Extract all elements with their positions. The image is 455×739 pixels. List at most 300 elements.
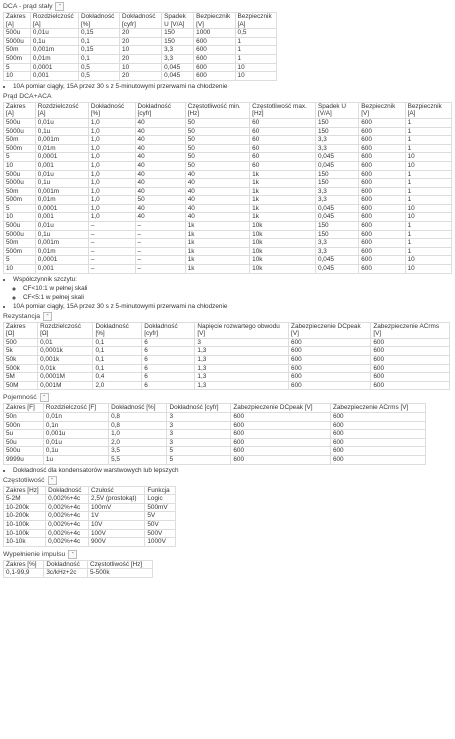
table-cell: 0,002%+4c: [46, 529, 89, 538]
table-cell: 1: [405, 179, 451, 188]
table-cell: 1,0: [88, 179, 135, 188]
table-cell: 50M: [4, 381, 38, 390]
table-cell: 600: [359, 265, 405, 274]
table-cell: 1: [235, 46, 276, 55]
table-cell: 600: [330, 421, 425, 430]
table-cell: 500u: [4, 170, 36, 179]
table-cell: 5000u: [4, 37, 31, 46]
column-header: Rozdzielczość [A]: [30, 13, 78, 29]
table-cell: 0,002%+4c: [46, 503, 89, 512]
table-cell: 1: [405, 222, 451, 231]
table-cell: 600: [194, 63, 235, 72]
table-cell: 1,0: [88, 136, 135, 145]
table-cell: 5V: [145, 512, 176, 521]
table-cell: 0,002%+4c: [46, 495, 89, 504]
table-cell: 600: [359, 230, 405, 239]
table-cell: 1k: [185, 222, 249, 231]
table-cell: 10V: [88, 520, 144, 529]
dc-section-header: [3, 2, 452, 11]
table-cell: 600: [231, 412, 331, 421]
table-cell: 0,045: [315, 161, 358, 170]
column-header: Bezpiecznik [V]: [194, 13, 235, 29]
table-cell: 600: [359, 239, 405, 248]
table-cell: 0,001: [35, 213, 88, 222]
table-cell: 0,0001M: [38, 373, 93, 382]
capacitance-spec-table: [3, 403, 426, 464]
table-row: [4, 127, 452, 136]
frequency-header-row: [4, 486, 176, 495]
table-cell: 1k: [250, 170, 316, 179]
table-cell: 600: [194, 72, 235, 81]
table-cell: 6: [142, 364, 195, 373]
table-cell: 0,002%+4c: [46, 520, 89, 529]
table-cell: 40: [135, 213, 185, 222]
table-cell: 40: [135, 144, 185, 153]
table-cell: 600: [330, 455, 425, 464]
table-cell: 0,001k: [38, 356, 93, 365]
table-cell: 0,045: [315, 265, 358, 274]
column-header: Spadek U [V/A]: [315, 102, 358, 118]
table-cell: 600: [359, 204, 405, 213]
table-cell: 2,0: [93, 381, 142, 390]
table-cell: 5000u: [4, 179, 36, 188]
column-header: Spadek U [V/A]: [162, 13, 194, 29]
table-cell: 0,1: [78, 54, 119, 63]
table-row: [4, 204, 452, 213]
resistance-header-row: [4, 322, 450, 338]
table-cell: 10-100k: [4, 529, 46, 538]
table-cell: 600: [359, 196, 405, 205]
frequency-section-header: [3, 476, 452, 485]
table-cell: 5u: [4, 430, 44, 439]
table-cell: 500m: [4, 247, 36, 256]
table-cell: 3,3: [162, 54, 194, 63]
table-cell: 6: [142, 338, 195, 347]
table-cell: 600: [289, 364, 371, 373]
table-cell: 1k: [185, 256, 249, 265]
column-header: Bezpiecznik [V]: [359, 102, 405, 118]
table-cell: 0,5: [78, 63, 119, 72]
table-cell: 6: [142, 373, 195, 382]
table-row: [4, 54, 277, 63]
table-cell: 600: [359, 144, 405, 153]
table-cell: 600: [371, 347, 450, 356]
table-row: [4, 381, 450, 390]
table-cell: 600: [359, 213, 405, 222]
table-cell: 0,01m: [35, 144, 88, 153]
ac-crest-list: [13, 284, 452, 302]
table-cell: 10-10k: [4, 538, 46, 547]
table-cell: 60: [250, 144, 316, 153]
table-cell: 0,001u: [43, 430, 108, 439]
table-row: [4, 29, 277, 38]
frequency-spec-table: [3, 486, 176, 547]
table-cell: 1,0: [109, 430, 167, 439]
capacitance-notes: [3, 466, 452, 475]
table-cell: 1: [405, 247, 451, 256]
table-cell: 500u: [4, 118, 36, 127]
table-cell: 5-2M: [4, 495, 46, 504]
table-cell: 1,0: [88, 187, 135, 196]
column-header: Dokładność [cyfr]: [167, 404, 231, 413]
table-cell: 40: [135, 153, 185, 162]
table-cell: 0,0001: [35, 256, 88, 265]
table-row: [4, 153, 452, 162]
table-cell: 60: [250, 127, 316, 136]
table-cell: 600: [359, 136, 405, 145]
table-row: [4, 529, 176, 538]
table-cell: 60: [250, 161, 316, 170]
dc-collapse-toggle[interactable]: -: [55, 2, 64, 11]
table-row: [4, 447, 426, 456]
table-cell: 1k: [250, 213, 316, 222]
table-cell: 1: [235, 37, 276, 46]
table-cell: 0,045: [162, 63, 194, 72]
table-cell: 0,0001: [35, 204, 88, 213]
table-row: [4, 338, 450, 347]
table-cell: 0,002%+4c: [46, 512, 89, 521]
table-row: [4, 170, 452, 179]
table-cell: 600: [371, 381, 450, 390]
table-cell: –: [135, 230, 185, 239]
table-cell: –: [88, 239, 135, 248]
table-cell: 3,3: [315, 239, 358, 248]
table-cell: 600: [359, 127, 405, 136]
table-row: [4, 118, 452, 127]
table-cell: 1,0: [88, 144, 135, 153]
ac-section-header: [3, 92, 452, 101]
table-cell: 10: [405, 213, 451, 222]
dc-note: • 10A pomiar ciągły, 15A przez 30 s z 5-minutowymi przerwami na chłodzenie: [13, 82, 452, 91]
table-cell: 600: [330, 430, 425, 439]
table-cell: 50: [185, 161, 249, 170]
table-cell: 150: [315, 118, 358, 127]
table-row: [4, 373, 450, 382]
table-cell: 600: [289, 373, 371, 382]
table-cell: 100mV: [88, 503, 144, 512]
ac-section-title: Prąd DCA+ACA: [3, 92, 52, 100]
column-header: Rozdzielczość [F]: [43, 404, 108, 413]
capacitance-collapse-toggle[interactable]: -: [40, 393, 49, 402]
column-header: Zakres [A]: [4, 102, 36, 118]
table-cell: 1k: [250, 204, 316, 213]
ac-header-row: [4, 102, 452, 118]
frequency-collapse-toggle[interactable]: -: [48, 476, 57, 485]
table-cell: –: [88, 230, 135, 239]
table-cell: 10: [405, 204, 451, 213]
table-cell: 600: [330, 447, 425, 456]
column-header: Rozdzielczość [Ω]: [38, 322, 93, 338]
table-cell: 600: [289, 356, 371, 365]
table-cell: –: [135, 222, 185, 231]
table-cell: 0,001m: [30, 46, 78, 55]
table-cell: 1: [405, 127, 451, 136]
table-cell: 1,0: [88, 204, 135, 213]
capacitance-section-header: [3, 393, 452, 402]
table-cell: 0,1: [93, 356, 142, 365]
table-cell: 3,3: [315, 187, 358, 196]
resistance-section-header: [3, 312, 452, 321]
table-cell: 1u: [43, 455, 108, 464]
column-header: Zabezpieczenie ACrms [V]: [330, 404, 425, 413]
table-cell: 0,5: [78, 72, 119, 81]
table-cell: 10k: [250, 265, 316, 274]
column-header: Częstotliwość min. [Hz]: [185, 102, 249, 118]
table-cell: 600: [194, 46, 235, 55]
column-header: Dokładność [%]: [109, 404, 167, 413]
table-cell: 50: [135, 196, 185, 205]
table-cell: 20: [120, 37, 162, 46]
table-cell: 0,001M: [38, 381, 93, 390]
duty-header-row: [4, 560, 153, 569]
table-cell: 0,1: [78, 37, 119, 46]
resistance-collapse-toggle[interactable]: -: [43, 312, 52, 321]
table-cell: 0,01m: [30, 54, 78, 63]
table-cell: 500V: [145, 529, 176, 538]
table-row: [4, 364, 450, 373]
table-cell: 60: [250, 136, 316, 145]
capacitance-section-title: Pojemność: [3, 394, 37, 402]
duty-section-header: [3, 550, 452, 559]
table-cell: 150: [315, 170, 358, 179]
table-cell: –: [88, 265, 135, 274]
table-cell: 600: [371, 356, 450, 365]
table-cell: 50: [185, 144, 249, 153]
column-header: Zakres [A]: [4, 13, 31, 29]
table-row: [4, 347, 450, 356]
table-cell: 0,01k: [38, 364, 93, 373]
column-header: Dokładność: [46, 486, 89, 495]
table-cell: 10: [4, 161, 36, 170]
table-cell: 0,045: [315, 204, 358, 213]
column-header: Częstotliwość [Hz]: [88, 560, 153, 569]
table-row: [4, 512, 176, 521]
column-header: Dokładność [%]: [93, 322, 142, 338]
table-cell: 0,002%+4c: [46, 538, 89, 547]
table-cell: Logic: [145, 495, 176, 504]
table-cell: 40: [185, 187, 249, 196]
table-cell: 6: [142, 347, 195, 356]
table-cell: –: [135, 256, 185, 265]
table-cell: 1: [405, 144, 451, 153]
table-row: [4, 247, 452, 256]
table-row: [4, 63, 277, 72]
column-header: Zakres [F]: [4, 404, 44, 413]
table-cell: 0,01u: [35, 118, 88, 127]
table-cell: 5: [167, 447, 231, 456]
table-cell: 1k: [185, 239, 249, 248]
table-cell: 0,01u: [30, 29, 78, 38]
table-cell: 0,1u: [43, 447, 108, 456]
resistance-spec-table: [3, 322, 450, 391]
table-cell: 0,8: [109, 421, 167, 430]
table-cell: 10: [4, 265, 36, 274]
table-cell: 600: [359, 256, 405, 265]
table-cell: 1k: [250, 179, 316, 188]
capacitance-note: • Dokładność dla kondensatorów warstwowych lub lepszych: [13, 466, 452, 475]
table-cell: –: [88, 222, 135, 231]
table-cell: 1,0: [88, 127, 135, 136]
table-row: [4, 144, 452, 153]
frequency-section-title: Częstotliwość: [3, 476, 45, 484]
table-cell: 5k: [4, 347, 38, 356]
table-cell: 0,01m: [35, 247, 88, 256]
table-cell: 0,1n: [43, 421, 108, 430]
table-cell: –: [135, 247, 185, 256]
table-cell: 40: [135, 179, 185, 188]
column-header: Dokładność [cyfr]: [135, 102, 185, 118]
column-header: Napięcie rozwartego obwodu [V]: [195, 322, 289, 338]
column-header: Dokładność [%]: [88, 102, 135, 118]
table-cell: 5: [4, 63, 31, 72]
column-header: Bezpiecznik [A]: [405, 102, 451, 118]
table-row: [4, 520, 176, 529]
table-cell: 50: [185, 127, 249, 136]
table-cell: 40: [185, 213, 249, 222]
table-cell: 600: [231, 438, 331, 447]
table-cell: 10: [235, 63, 276, 72]
table-cell: 1,0: [88, 170, 135, 179]
table-cell: 1k: [250, 187, 316, 196]
table-cell: 1,0: [88, 118, 135, 127]
table-cell: 600: [289, 381, 371, 390]
table-cell: 0,1u: [30, 37, 78, 46]
dc-section-title: DCA - prąd stały: [3, 3, 53, 10]
table-cell: 50n: [4, 412, 44, 421]
table-cell: 600: [194, 37, 235, 46]
table-cell: 600: [371, 373, 450, 382]
table-cell: 0,01m: [35, 196, 88, 205]
table-cell: 50k: [4, 356, 38, 365]
table-cell: 40: [135, 118, 185, 127]
table-cell: 1000: [194, 29, 235, 38]
table-row: [4, 430, 426, 439]
table-cell: 1000V: [145, 538, 176, 547]
table-cell: 600: [231, 447, 331, 456]
table-cell: 10: [120, 63, 162, 72]
table-row: [4, 503, 176, 512]
table-cell: 600: [359, 247, 405, 256]
table-cell: 1: [405, 230, 451, 239]
table-cell: 0,001: [35, 265, 88, 274]
table-cell: 500m: [4, 196, 36, 205]
table-cell: 2,0: [109, 438, 167, 447]
table-row: [4, 256, 452, 265]
table-cell: 5000u: [4, 230, 36, 239]
table-cell: 600: [231, 430, 331, 439]
table-cell: 600: [359, 179, 405, 188]
table-cell: 50V: [145, 520, 176, 529]
column-header: Dokładność [cyfr]: [120, 13, 162, 29]
table-cell: 3: [167, 430, 231, 439]
table-cell: 600: [231, 421, 331, 430]
ac-note-crest: [13, 275, 452, 302]
table-cell: 0,045: [162, 72, 194, 81]
table-cell: 0,01: [38, 338, 93, 347]
table-row: [4, 196, 452, 205]
table-cell: 40: [135, 204, 185, 213]
table-cell: 150: [315, 222, 358, 231]
table-cell: 3,3: [315, 136, 358, 145]
table-cell: 1,0: [88, 161, 135, 170]
table-cell: 150: [162, 29, 194, 38]
table-cell: 600: [359, 170, 405, 179]
column-header: Dokładność [cyfr]: [142, 322, 195, 338]
table-cell: 0,4: [93, 373, 142, 382]
table-cell: 600: [359, 187, 405, 196]
table-cell: 20: [120, 54, 162, 63]
column-header: Zabezpieczenie DCpeak [V]: [289, 322, 371, 338]
table-cell: 40: [185, 170, 249, 179]
table-cell: 500m: [4, 54, 31, 63]
table-row: [4, 538, 176, 547]
table-cell: 5: [4, 256, 36, 265]
table-cell: 5000u: [4, 127, 36, 136]
table-cell: 500n: [4, 421, 44, 430]
table-cell: 600: [371, 338, 450, 347]
table-cell: 500u: [4, 29, 31, 38]
table-cell: 1,3: [195, 364, 289, 373]
table-cell: 40: [135, 170, 185, 179]
table-cell: 1k: [185, 230, 249, 239]
table-row: [4, 187, 452, 196]
table-cell: 1: [405, 170, 451, 179]
table-cell: –: [88, 247, 135, 256]
table-cell: –: [88, 256, 135, 265]
table-cell: 10: [120, 46, 162, 55]
table-cell: 500: [4, 338, 38, 347]
table-cell: 0,1u: [35, 127, 88, 136]
table-cell: 150: [315, 230, 358, 239]
table-cell: 1k: [185, 247, 249, 256]
table-cell: 0,0001: [35, 153, 88, 162]
table-cell: 0,15: [78, 29, 119, 38]
table-cell: 20: [120, 72, 162, 81]
table-cell: 10k: [250, 222, 316, 231]
duty-collapse-toggle[interactable]: -: [68, 550, 77, 559]
capacitance-header-row: [4, 404, 426, 413]
table-cell: 0,0001: [30, 63, 78, 72]
table-row: [4, 495, 176, 504]
table-row: [4, 230, 452, 239]
table-cell: 0,01u: [43, 438, 108, 447]
ac-note-fuse: • 10A pomiar ciągły, 15A przez 30 s z 5-minutowymi przerwami na chłodzenie: [13, 302, 452, 311]
table-cell: 3,3: [162, 46, 194, 55]
table-cell: 1,0: [88, 196, 135, 205]
table-cell: –: [135, 239, 185, 248]
table-cell: 5-500k: [88, 569, 153, 578]
table-row: [4, 222, 452, 231]
table-cell: 600: [231, 455, 331, 464]
table-cell: 50: [185, 136, 249, 145]
table-cell: 600: [359, 118, 405, 127]
ac-spec-table: [3, 102, 452, 274]
table-cell: 1,3: [195, 381, 289, 390]
table-cell: 50: [185, 153, 249, 162]
table-cell: 0,045: [315, 256, 358, 265]
ac-crest-item: ◦ CF<10:1 w pełnej skali: [23, 284, 452, 293]
column-header: Bezpiecznik [A]: [235, 13, 276, 29]
table-cell: 40: [135, 127, 185, 136]
ac-crest-item: ◦ CF<5:1 w pełnej skali: [23, 293, 452, 302]
table-cell: 10k: [250, 256, 316, 265]
table-cell: 40: [135, 136, 185, 145]
table-cell: 600: [289, 347, 371, 356]
table-cell: 0,01n: [43, 412, 108, 421]
table-cell: 40: [135, 187, 185, 196]
table-cell: 5: [167, 455, 231, 464]
table-cell: –: [135, 265, 185, 274]
